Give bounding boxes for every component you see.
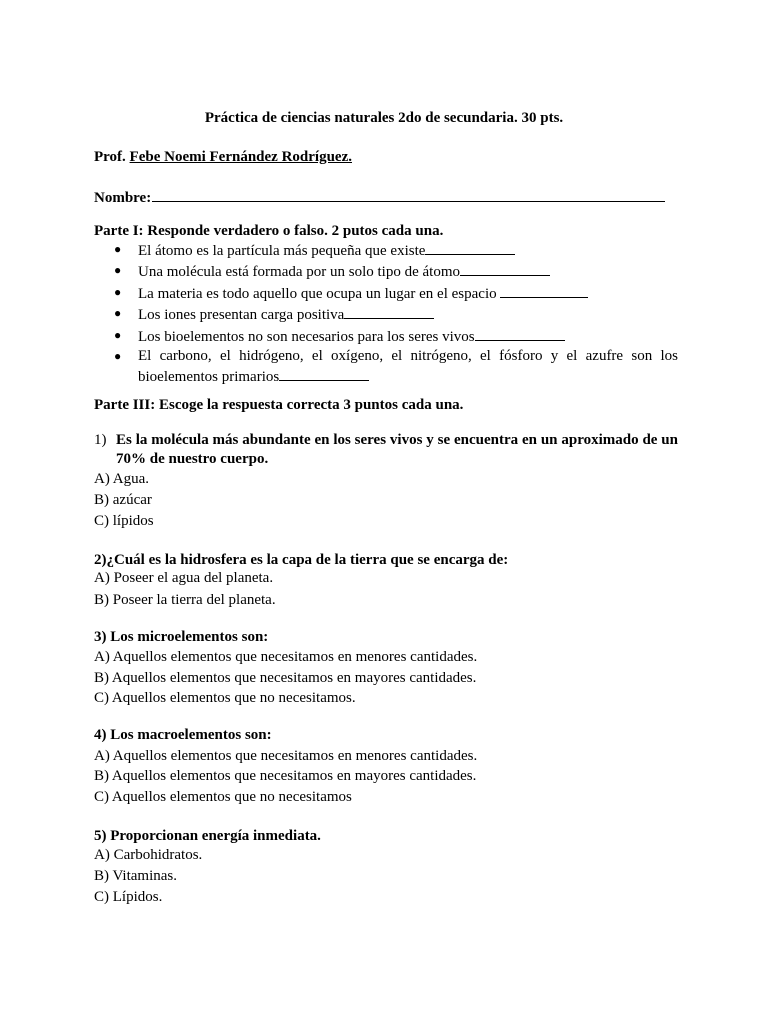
answer-blank [475, 326, 565, 341]
bullet-icon: ● [114, 284, 122, 299]
option-c: C) Lípidos. [94, 889, 163, 905]
bullet-icon: ● [114, 263, 122, 278]
option-b: B) azúcar [94, 492, 152, 508]
question-1 [94, 431, 678, 469]
true-false-list [94, 240, 678, 388]
option-b: B) Aquellos elementos que necesitamos en mayores cantidades. [94, 670, 477, 686]
list-item: ● La materia es todo aquello que ocupa un lugar en el espacio [94, 283, 678, 304]
option-a: A) Aquellos elementos que necesitamos en menores cantidades. [94, 649, 478, 665]
list-item: ● El átomo es la partícula más pequeña que existe [94, 240, 678, 261]
answer-blank [344, 304, 434, 319]
list-item: ● Los iones presentan carga positiva [94, 304, 678, 325]
option-b: B) Aquellos elementos que necesitamos en mayores cantidades. [94, 768, 477, 784]
list-item: ● Los bioelementos no son necesarios para los seres vivos [94, 326, 678, 347]
professor-name: Febe Noemi Fernández Rodríguez. [129, 149, 352, 165]
bullet-icon: ● [114, 242, 122, 256]
option-b: B) Poseer la tierra del planeta. [94, 592, 276, 608]
professor-label: Prof. [94, 149, 130, 165]
option-c: C) Aquellos elementos que no necesitamos. [94, 690, 356, 706]
part3-heading: Parte III: Escoge la respuesta correcta 3 puntos cada una. [94, 397, 464, 413]
option-a: A) Poseer el agua del planeta. [94, 570, 274, 586]
list-item: ● Una molécula está formada por un solo tipo de átomo [94, 261, 678, 282]
bullet-icon: ● [114, 327, 122, 342]
question-4: 4) Los macroelementos son: [94, 727, 272, 743]
option-c: C) Aquellos elementos que no necesitamos [94, 789, 352, 805]
option-b: B) Vitaminas. [94, 868, 177, 884]
list-item: ● El carbono, el hidrógeno, el oxígeno, el nitrógeno, el fósforo y el azufre son los bioelementos primarios [114, 348, 678, 386]
question-number: 1) [94, 432, 107, 448]
question-text: Es la molécula más abundante en los seres vivos y se encuentra en un aproximado de un 70% de nuestro cuerpo. [116, 432, 678, 467]
option-a: A) Aquellos elementos que necesitamos en menores cantidades. [94, 748, 478, 764]
name-blank [152, 186, 665, 202]
bullet-icon: ● [114, 349, 122, 364]
name-line [94, 186, 665, 207]
option-a: A) Agua. [94, 471, 149, 487]
option-a: A) Carbohidratos. [94, 847, 203, 863]
name-label: Nombre: [94, 190, 152, 206]
question-5: 5) Proporcionan energía inmediata. [94, 828, 321, 844]
document-title: Práctica de ciencias naturales 2do de secundaria. 30 pts. [204, 110, 564, 126]
question-3: 3) Los microelementos son: [94, 629, 269, 645]
part1-heading: Parte I: Responde verdadero o falso. 2 putos cada una. [94, 223, 444, 239]
question-2: 2)¿Cuál es la hidrosfera es la capa de la tierra que se encarga de: [94, 552, 509, 568]
answer-blank [500, 283, 588, 298]
option-c: C) lípidos [94, 513, 154, 529]
bullet-icon: ● [114, 306, 122, 321]
professor-line [94, 148, 352, 166]
answer-blank [460, 261, 550, 276]
answer-blank [425, 240, 515, 255]
answer-blank [279, 366, 369, 381]
